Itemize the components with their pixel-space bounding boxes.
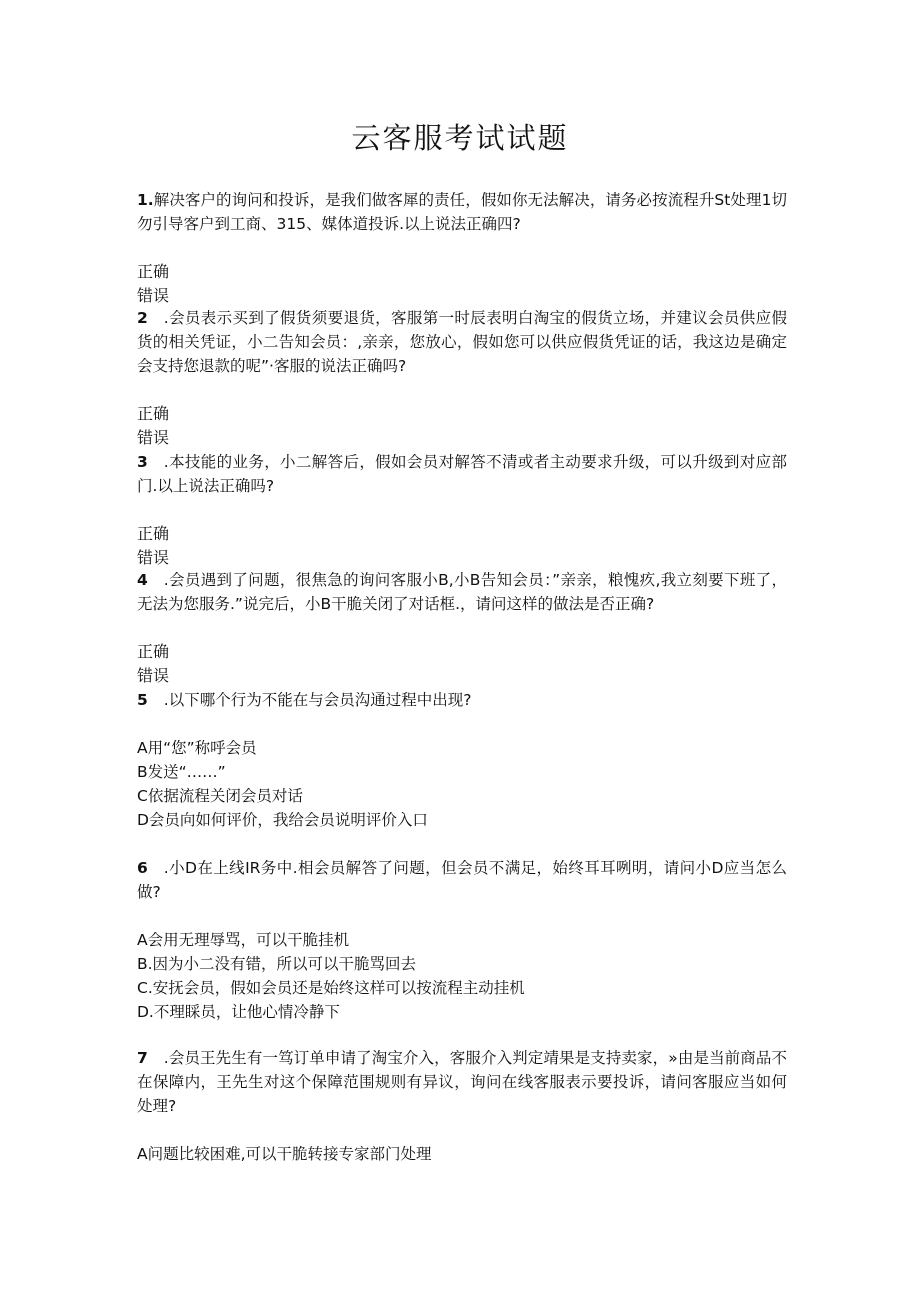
question-text — [137, 688, 787, 712]
option: 正确 — [137, 404, 170, 423]
option-b: B发送“……” — [137, 763, 226, 781]
question-body: .会员王先生有一笃订单申请了淘宝介入，客服介入判定靖果是支持卖家，»由是当前商品不在保障内，王先生对这个保障范围规则有异议，询问在线客服表示要投诉，请问客服应当如何处理? — [137, 1049, 787, 1115]
question-5 — [137, 688, 787, 832]
option-b: B.因为小二没有错，所以可以干脆骂回去 — [137, 955, 417, 973]
option: 正确 — [137, 262, 170, 281]
question-6 — [137, 856, 787, 1024]
option: 错误 — [137, 286, 170, 305]
question-text — [137, 1046, 787, 1118]
question-2 — [137, 306, 787, 450]
question-number: 1. — [137, 191, 154, 209]
question-text — [137, 188, 787, 236]
question-body: 解决客户的询问和投诉，是我们做客犀的责任，假如你无法解决，请务必按流程升St处理1切勿引导客户到工商、315、媒体道投诉.以上说法正确四? — [137, 191, 787, 233]
question-1 — [137, 188, 787, 308]
option-c: C依据流程关闭会员对话 — [137, 787, 303, 805]
question-text — [137, 450, 787, 498]
question-number: 7 — [137, 1049, 148, 1067]
option-d: D会员向如何评价，我给会员说明评价入口 — [137, 811, 428, 829]
option: 正确 — [137, 642, 170, 661]
question-text — [137, 306, 787, 378]
question-number: 3 — [137, 453, 148, 471]
option-a: A问题比较困难,可以干脆转接专家部门处理 — [137, 1145, 432, 1163]
option: 错误 — [137, 666, 170, 685]
question-7 — [137, 1046, 787, 1166]
option-a: A会用无理辱骂，可以干脆挂机 — [137, 931, 350, 949]
option: 错误 — [137, 548, 170, 567]
question-body: .本技能的业务，小二解答后，假如会员对解答不清或者主动要求升级，可以升级到对应部门.以上说法正确吗? — [137, 453, 787, 495]
question-3 — [137, 450, 787, 570]
page-title: 云客服考试试题 — [351, 121, 569, 155]
option: 错误 — [137, 428, 170, 447]
option-c: C.安抚会员，假如会员还是始终这样可以按流程主动挂机 — [137, 979, 525, 997]
question-body: .小D在上线IR务中.相会员解答了问题，但会员不满足，始终耳耳咧明，请问小D应当怎么做? — [137, 859, 787, 901]
option-d: D.不理睬员，让他心情冷静下 — [137, 1003, 340, 1021]
question-text — [137, 856, 787, 904]
question-body: .会员遇到了问题，很焦急的询问客服小B,小B告知会员：”亲亲，粮愧疚,我立刻要下班了，无法为您服务.”说完后，小B干脆关闭了对话框.，请问这样的做法是否正确? — [137, 571, 787, 613]
question-body: .会员表示买到了假货须要退货，客服第一时辰表明白淘宝的假货立场，并建议会员供应假货的相关凭证，小二告知会员：,亲亲，您放心，假如您可以供应假货凭证的话，我这边是确定会支持您退款的呢”·客服的说法正确吗? — [137, 309, 787, 375]
question-number: 4 — [137, 571, 148, 589]
question-body: .以下哪个行为不能在与会员沟通过程中出现? — [163, 691, 472, 709]
question-text — [137, 568, 787, 616]
question-number: 5 — [137, 691, 148, 709]
option-a: A用“您”称呼会员 — [137, 739, 257, 757]
option: 正确 — [137, 524, 170, 543]
question-number: 2 — [137, 309, 148, 327]
question-4 — [137, 568, 787, 688]
question-number: 6 — [137, 859, 148, 877]
